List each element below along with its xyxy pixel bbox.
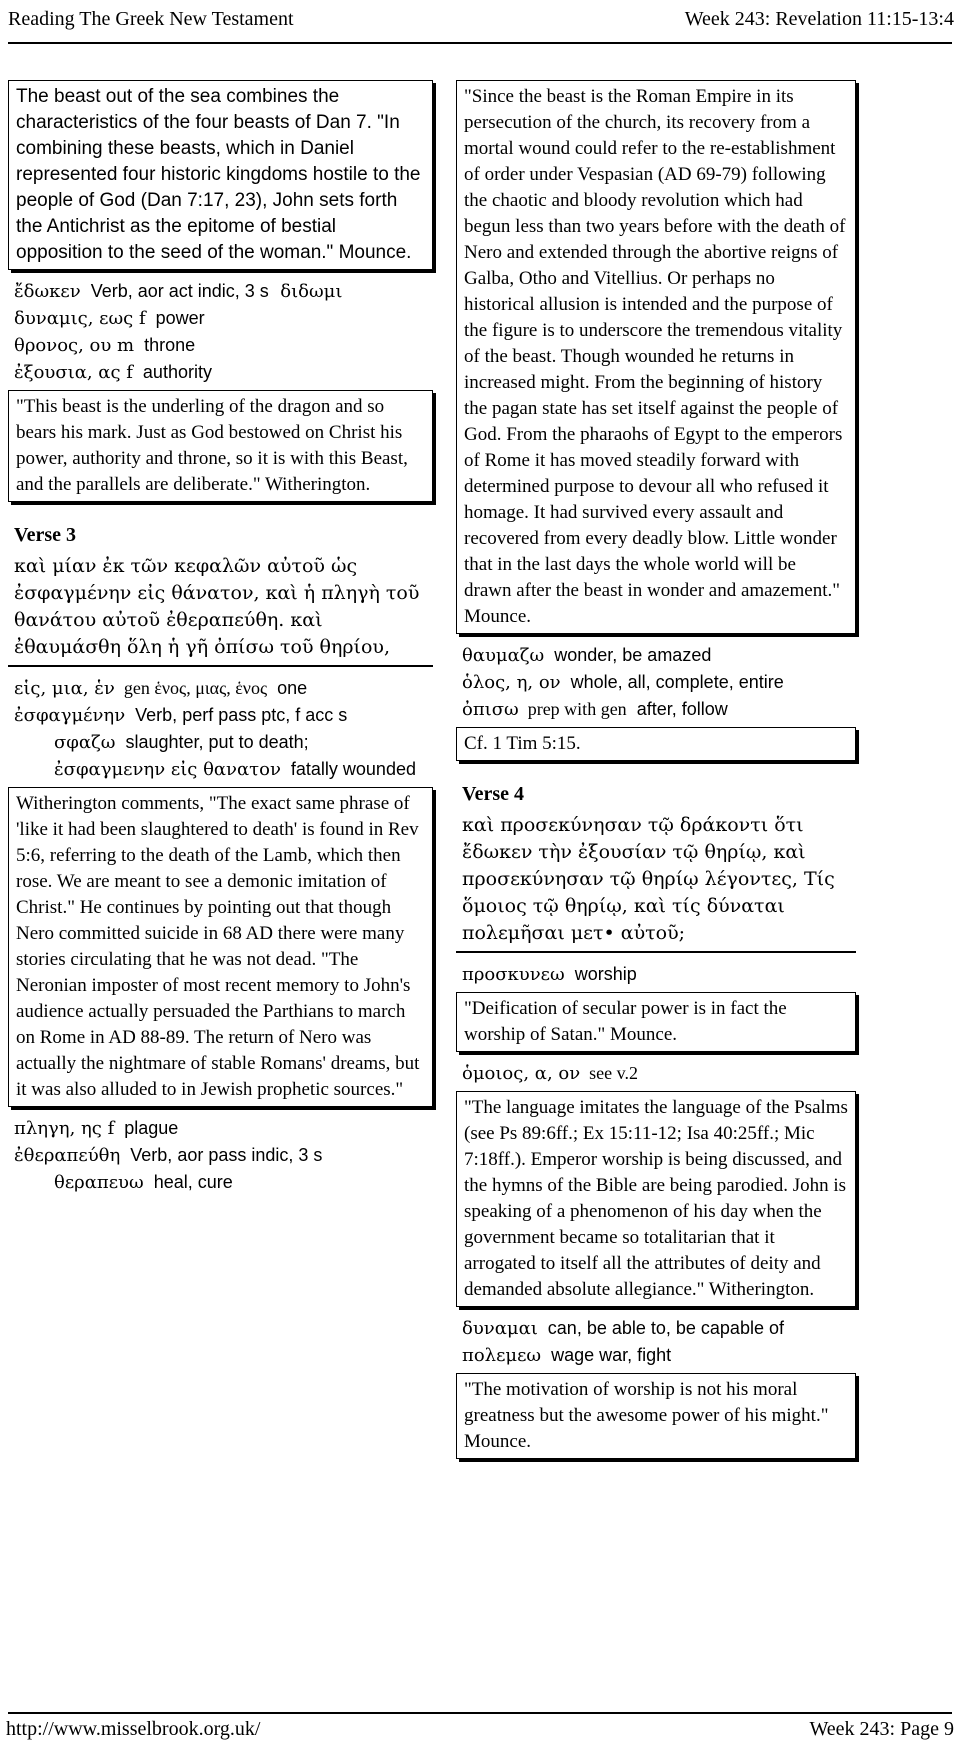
- header-title: Reading The Greek New Testament: [8, 8, 294, 30]
- greek-word: ἐσφαγμένην: [14, 705, 126, 726]
- gloss: worship: [564, 964, 637, 984]
- footer-rule: [8, 1712, 952, 1714]
- vocab-list: [8, 1115, 433, 1196]
- greek-word: δυναμαι: [462, 1318, 538, 1339]
- greek-word: θαυμαζω: [462, 645, 545, 666]
- vocab-entry: [462, 1342, 856, 1369]
- vocab-entry: [14, 278, 433, 305]
- greek-word: σφαζω: [54, 732, 116, 753]
- vocab-entry: [14, 756, 433, 783]
- gloss: fatally wounded: [280, 759, 416, 779]
- gloss: wage war, fight: [541, 1345, 672, 1365]
- gloss: after, follow: [626, 699, 728, 719]
- commentary-box: "This beast is the underling of the dragon and so bears his mark. Just as God bestowed on Christ his power, authority and throne, so it is with this Beast, and the parallels are deliberate." Witherington.: [8, 390, 433, 502]
- greek-word: ἔδωκεν: [14, 281, 81, 302]
- greek-word: θρονος, ου m: [14, 335, 135, 356]
- vocab-entry: [14, 332, 433, 359]
- header-week: Week 243: Revelation 11:15-13:4: [684, 8, 954, 30]
- gloss: slaughter, put to death;: [115, 732, 309, 752]
- vocab-list: [456, 961, 856, 988]
- gloss: throne: [134, 335, 196, 355]
- greek-word: ἐξουσια, ας f: [14, 362, 133, 383]
- gloss: wonder, be amazed: [544, 645, 712, 665]
- greek-word: προσκυνεω: [462, 964, 565, 985]
- greek-word: ἐσφαγμενην εἰς θανατον: [54, 759, 281, 780]
- grammar-note: gen ἑνος, μιας, ἑνος: [114, 678, 268, 698]
- vocab-list: [8, 675, 433, 783]
- greek-word: δυναμις, εως f: [14, 308, 146, 329]
- greek-word: πληγη, ης f: [14, 1118, 115, 1139]
- vocab-entry: [14, 1115, 433, 1142]
- vocab-entry: [14, 359, 433, 386]
- header-rule: [8, 42, 952, 44]
- vocab-list: [8, 278, 433, 386]
- gloss: whole, all, complete, entire: [560, 672, 784, 692]
- grammar-note: prep with gen: [518, 699, 627, 719]
- vocab-entry: [462, 961, 856, 988]
- vocab-entry: [462, 669, 856, 696]
- vocab-entry: [462, 1060, 856, 1087]
- right-column: [456, 80, 856, 1467]
- vocab-list: [456, 1315, 856, 1369]
- gloss: heal, cure: [143, 1172, 233, 1192]
- gloss: authority: [132, 362, 212, 382]
- commentary-box: "The language imitates the language of the Psalms (see Ps 89:6ff.; Ex 15:11-12; Isa 40:25ff.; Mic 7:18ff.). Emperor worship is being discussed, and the hymns of the Bible are being parodied. John is speaking of a phenomenon of his day when the government became so totalitarian that it arrogated to itself all the attributes of deity and demanded absolute allegiance." Witherington.: [456, 1091, 856, 1307]
- commentary-box: Witherington comments, "The exact same phrase of 'like it had been slaughtered to death' is found in Rev 5:6, referring to the death of the Lamb, which then rose. We are meant to see a demonic imitation of Christ." He continues by pointing out that though Nero committed suicide in 68 AD there were many stories circulating that he was not dead. "The Neronian imposter of most recent memory to John's audience actually persuaded the Parthians to march on Rome in AD 88-89. The return of Nero was actually the nightmare of stable Romans' dreams, but it was also alluded to in Jewish prophetic sources.": [8, 787, 433, 1107]
- greek-text: καὶ προσεκύνησαν τῷ δράκοντι ὅτι ἔδωκεν τὴν ἐξουσίαν τῷ θηρίῳ, καὶ προσεκύνησαν τῷ θηρίῳ λέγοντες, Τίς ὅμοιος τῷ θηρίῳ, καὶ τίς δύναται πολεμῆσαι μετ• αὐτοῦ;: [456, 812, 856, 953]
- greek-word: ὁλος, η, ον: [462, 672, 561, 693]
- greek-word: εἱς, μια, ἑν: [14, 678, 115, 699]
- vocab-list: [456, 1060, 856, 1087]
- greek-lemma: διδωμι: [268, 281, 343, 302]
- vocab-entry: [462, 1315, 856, 1342]
- cross-reference-box: Cf. 1 Tim 5:15.: [456, 727, 856, 761]
- gloss: Verb, aor pass indic, 3 s: [120, 1145, 323, 1165]
- vocab-entry: [14, 1142, 433, 1169]
- gloss: one: [267, 678, 308, 698]
- left-column: [8, 80, 433, 1196]
- greek-word: πολεμεω: [462, 1345, 542, 1366]
- verse-heading: Verse 4: [462, 783, 525, 805]
- gloss: Verb, aor act indic, 3 s: [80, 281, 269, 301]
- vocab-list: [456, 642, 856, 723]
- verse-heading: Verse 3: [14, 524, 77, 546]
- gloss: can, be able to, be capable of: [537, 1318, 784, 1338]
- vocab-entry: [14, 305, 433, 332]
- gloss: plague: [114, 1118, 179, 1138]
- vocab-entry: [14, 729, 433, 756]
- commentary-box: "The motivation of worship is not his moral greatness but the awesome power of his might." Mounce.: [456, 1373, 856, 1459]
- commentary-box: The beast out of the sea combines the characteristics of the four beasts of Dan 7. "In combining these beasts, which in Daniel represented four historic kingdoms hostile to the people of God (Dan 7:17, 23), John sets forth the Antichrist as the epitome of bestial opposition to the seed of the woman." Mounce.: [8, 80, 433, 270]
- gloss: power: [145, 308, 205, 328]
- commentary-box: "Since the beast is the Roman Empire in its persecution of the church, its recovery from a mortal wound could refer to the re-establishment of order under Vespasian (AD 69-79) following the chaotic and bloody revolution which had begun less than two years before with the death of Nero and extended through the abortive reigns of Galba, Otho and Vitellius. Or perhaps no historical allusion is intended and the purpose of the figure is to underscore the tremendous vitality of the beast. Though wounded he returns in increased might. From the beginning of history the pagan state has set itself against the people of God. From the pharaohs of Egypt to the emperors of Rome it has moved steadily forward with determined purpose to devour all who refused it homage. It had survived every assault and recovered from every deadly blow. Little wonder that in the last days the whole world will be drawn after the beast in wonder and amazement." Mounce.: [456, 80, 856, 634]
- commentary-box: "Deification of secular power is in fact the worship of Satan." Mounce.: [456, 992, 856, 1052]
- page-header: [0, 0, 960, 40]
- greek-word: θεραπευω: [54, 1172, 144, 1193]
- vocab-entry: [462, 696, 856, 723]
- footer-url: http://www.misselbrook.org.uk/: [6, 1718, 261, 1740]
- vocab-entry: [14, 702, 433, 729]
- gloss: Verb, perf pass ptc, f acc s: [125, 705, 348, 725]
- greek-word: ὀπισω: [462, 699, 519, 720]
- vocab-entry: [14, 675, 433, 702]
- vocab-entry: [462, 642, 856, 669]
- footer-page: Week 243: Page 9: [809, 1718, 954, 1740]
- grammar-note: see v.2: [580, 1063, 638, 1083]
- vocab-entry: [14, 1169, 433, 1196]
- greek-word: ἐθεραπεύθη: [14, 1145, 121, 1166]
- greek-text: καὶ μίαν ἐκ τῶν κεφαλῶν αὐτοῦ ὡς ἐσφαγμένην εἰς θάνατον, καὶ ἡ πληγὴ τοῦ θανάτου αὐτοῦ ἐθεραπεύθη. καὶ ἐθαυμάσθη ὅλη ἡ γῆ ὀπίσω τοῦ θηρίου,: [8, 553, 433, 667]
- greek-word: ὁμοιος, α, ον: [462, 1063, 581, 1084]
